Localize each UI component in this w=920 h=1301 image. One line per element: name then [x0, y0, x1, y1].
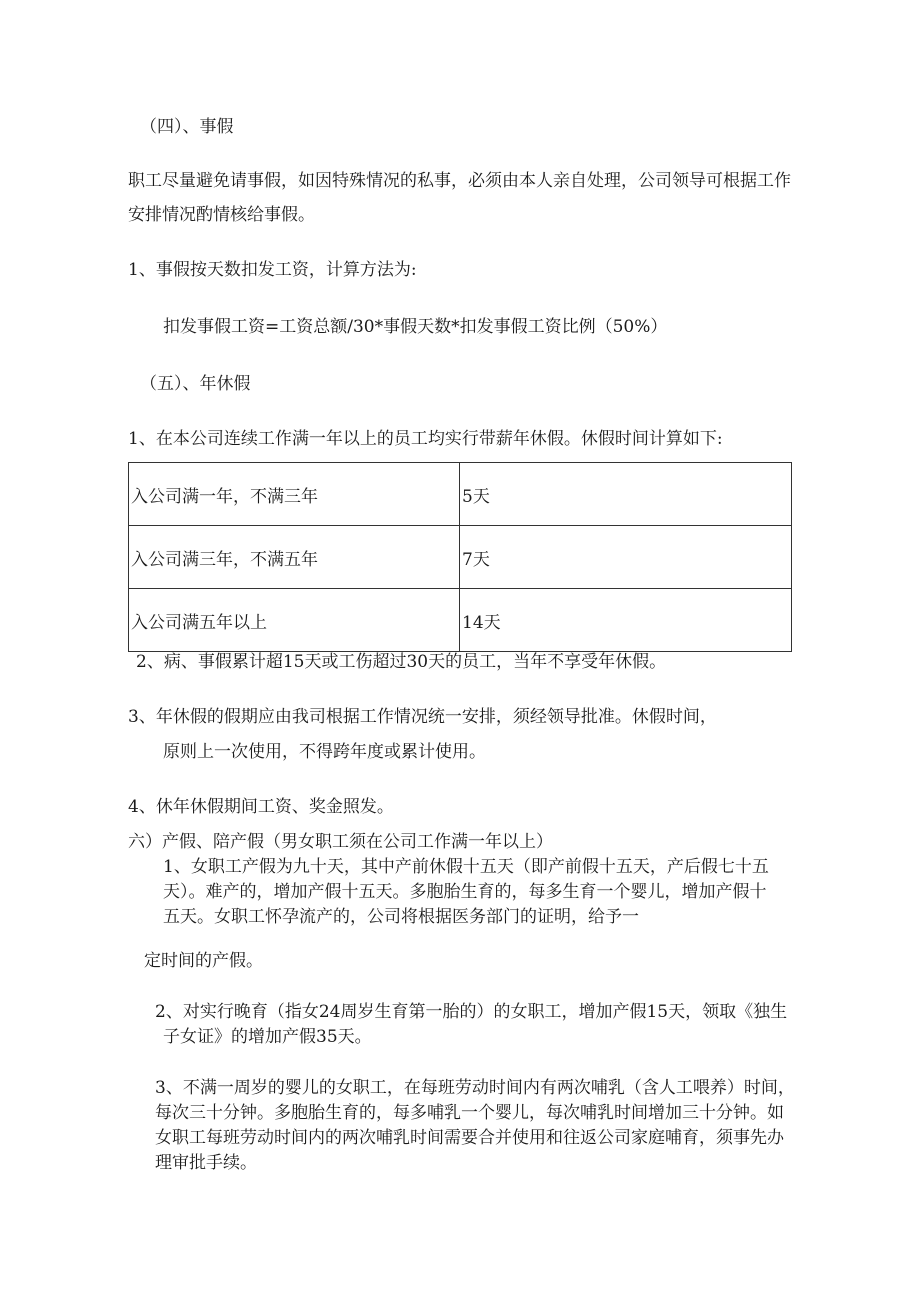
annual-leave-item-3-line2: 原则上一次使用，不得跨年度或累计使用。 [163, 742, 486, 762]
tenure-cell: 入公司满一年，不满三年 [129, 463, 460, 526]
annual-leave-item-3-line1: 3、年休假的假期应由我司根据工作情况统一安排，须经领导批准。休假时间， [128, 707, 717, 727]
table-row [129, 589, 792, 652]
maternity-item-3-line1: 3、不满一周岁的婴儿的女职工，在每班劳动时间内有两次哺乳（含人工喂养）时间， [155, 1078, 795, 1098]
maternity-item-1-line2: 天）。难产的，增加产假十五天。多胞胎生育的，每多生育一个婴儿，增加产假十 [163, 882, 767, 902]
maternity-item-1-line4: 定时间的产假。 [144, 951, 263, 971]
maternity-item-1-line1: 1、女职工产假为九十天，其中产前休假十五天（即产前假十五天，产后假七十五 [163, 857, 769, 877]
annual-leave-heading: （五）、年休假 [140, 374, 251, 394]
personal-leave-item-1: 1、事假按天数扣发工资，计算方法为: [128, 260, 417, 280]
days-cell: 14天 [460, 589, 792, 652]
tenure-cell: 入公司满五年以上 [129, 589, 460, 652]
personal-leave-intro-line1: 职工尽量避免请事假，如因特殊情况的私事，必须由本人亲自处理，公司领导可根据工作 [128, 171, 791, 191]
annual-leave-table [128, 462, 792, 652]
days-cell: 7天 [460, 526, 792, 589]
annual-leave-item-1: 1、在本公司连续工作满一年以上的员工均实行带薪年休假。休假时间计算如下: [128, 429, 723, 449]
tenure-cell: 入公司满三年，不满五年 [129, 526, 460, 589]
maternity-item-2-line1: 2、对实行晚育（指女24周岁生育第一胎的）的女职工，增加产假15天，领取《独生 [155, 1002, 788, 1022]
annual-leave-item-4: 4、休年休假期间工资、奖金照发。 [128, 797, 394, 817]
personal-leave-heading: （四）、事假 [140, 117, 234, 137]
personal-leave-formula: 扣发事假工资=工资总额/30*事假天数*扣发事假工资比例（50%） [163, 317, 668, 337]
days-cell: 5天 [460, 463, 792, 526]
maternity-item-1-line3: 五天。女职工怀孕流产的，公司将根据医务部门的证明，给予一 [163, 907, 639, 927]
personal-leave-intro-line2: 安排情况酌情核给事假。 [128, 205, 315, 225]
maternity-item-3-line4: 理审批手续。 [155, 1153, 257, 1173]
maternity-item-3-line2: 每次三十分钟。多胞胎生育的，每多哺乳一个婴儿，每次哺乳时间增加三十分钟。如 [155, 1103, 784, 1123]
table-row [129, 463, 792, 526]
annual-leave-item-2: 2、病、事假累计超15天或工伤超过30天的员工，当年不享受年休假。 [136, 652, 667, 672]
maternity-item-3-line3: 女职工每班劳动时间内的两次哺乳时间需要合并使用和往返公司家庭哺育，须事先办 [155, 1128, 784, 1148]
table-row [129, 526, 792, 589]
maternity-item-2-line2: 子女证》的增加产假35天。 [163, 1027, 372, 1047]
maternity-leave-heading: 六）产假、陪产假（男女职工须在公司工作满一年以上） [128, 832, 553, 852]
